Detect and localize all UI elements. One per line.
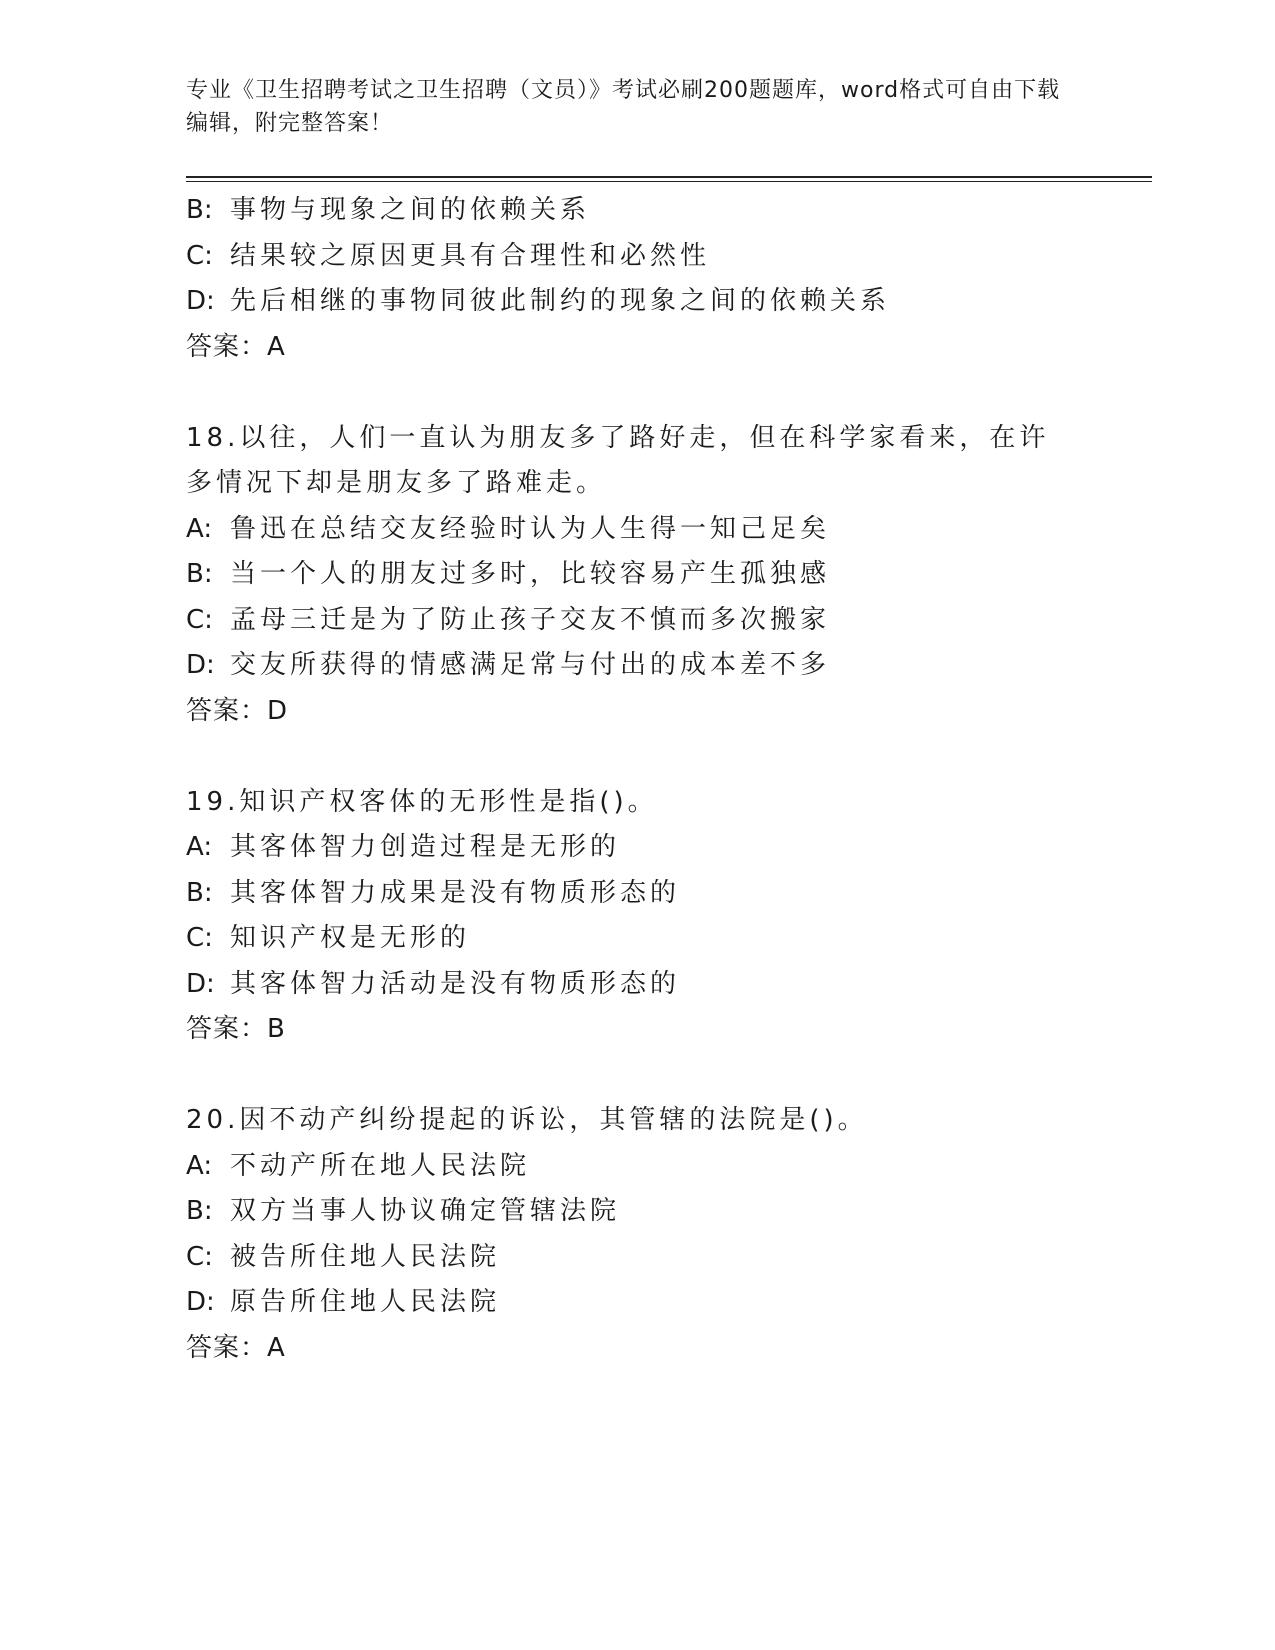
- option-a: A: 鲁迅在总结交友经验时认为人生得一知己足矣: [186, 513, 831, 544]
- option-d: D: 原告所住地人民法院: [186, 1287, 501, 1317]
- question-18: [186, 416, 1086, 735]
- option-d: D: 交友所获得的情感满足常与付出的成本差不多: [186, 650, 831, 680]
- option-d: D: 先后相继的事物同彼此制约的现象之间的依赖关系: [186, 286, 891, 316]
- option-c: C: 知识产权是无形的: [186, 923, 471, 953]
- option-b: B: 双方当事人协议确定管辖法院: [186, 1196, 621, 1226]
- spacer: [186, 370, 1086, 416]
- option-b: B: 当一个人的朋友过多时，比较容易产生孤独感: [186, 559, 831, 589]
- answer: 答案：A: [186, 331, 286, 362]
- question-stem: 18.以往，人们一直认为朋友多了路好走，但在科学家看来，在许多情况下却是朋友多了路难走。: [186, 422, 1050, 498]
- option-d: D: 其客体智力活动是没有物质形态的: [186, 968, 681, 999]
- spacer: [186, 1053, 1086, 1099]
- option-b: B: 其客体智力成果是没有物质形态的: [186, 877, 681, 908]
- question-20: [186, 1098, 1086, 1371]
- spacer: [186, 734, 1086, 780]
- header-rule-thin: [186, 181, 1152, 182]
- question-stem: 19.知识产权客体的无形性是指()。: [186, 786, 658, 817]
- answer: 答案：D: [186, 695, 289, 726]
- option-c: C: 被告所住地人民法院: [186, 1241, 501, 1272]
- header-rule-thick: [186, 176, 1152, 178]
- option-a: A: 其客体智力创造过程是无形的: [186, 832, 621, 862]
- option-b: B: 事物与现象之间的依赖关系: [186, 195, 591, 225]
- answer: 答案：A: [186, 1332, 286, 1363]
- question-17: [186, 188, 1086, 370]
- question-stem: 20.因不动产纠纷提起的诉讼，其管辖的法院是()。: [186, 1105, 868, 1135]
- answer: 答案：B: [186, 1014, 286, 1044]
- question-19: [186, 780, 1086, 1053]
- question-list: [186, 188, 1086, 1371]
- option-a: A: 不动产所在地人民法院: [186, 1150, 531, 1181]
- document-header: 专业《卫生招聘考试之卫生招聘（文员）》考试必刷200题题库，word格式可自由下载编辑，附完整答案！: [186, 78, 1061, 136]
- option-c: C: 结果较之原因更具有合理性和必然性: [186, 240, 711, 271]
- option-c: C: 孟母三迁是为了防止孩子交友不慎而多次搬家: [186, 604, 831, 635]
